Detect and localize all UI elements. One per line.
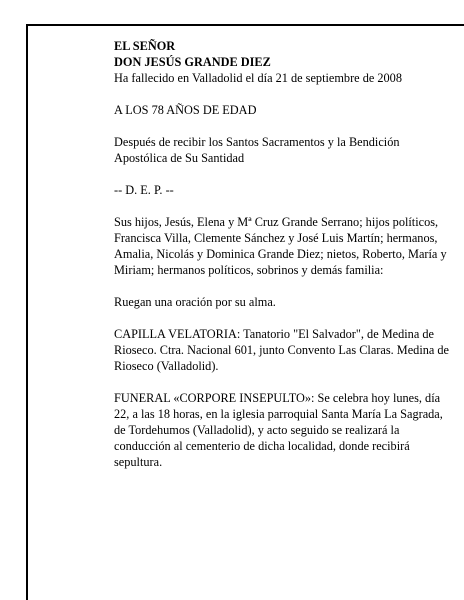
deceased-name: DON JESÚS GRANDE DIEZ: [114, 55, 271, 69]
age-text: A LOS 78 AÑOS DE EDAD: [114, 103, 257, 117]
funeral-text: FUNERAL «CORPORE INSEPULTO»: Se celebra hoy lunes, día 22, a las 18 horas, en la iglesia parroquial Santa María La Sagrada, de Tordehumos (Valladolid), y acto seguido se realizará la conducción al cementerio de dicha localidad, donde recibirá sepultura.: [114, 391, 443, 469]
rip-text: -- D. E. P. --: [114, 183, 174, 197]
family-text: Sus hijos, Jesús, Elena y Mª Cruz Grande Serrano; hijos políticos, Francisca Villa, Clemente Sánchez y José Luis Martín; hermanos, Amalia, Nicolás y Dominica Grande Diez; nietos, Roberto, María y Miriam; hermanos políticos, sobrinos y demás familia:: [114, 215, 447, 277]
sacraments-text: Después de recibir los Santos Sacramentos y la Bendición Apostólica de Su Santidad: [114, 135, 400, 165]
chapel-text: CAPILLA VELATORIA: Tanatorio "El Salvador", de Medina de Rioseco. Ctra. Nacional 601, junto Convento Las Claras. Medina de Rioseco (Valladolid).: [114, 327, 450, 373]
prayer-text: Ruegan una oración por su alma.: [114, 295, 276, 309]
notice-border-left: [26, 24, 28, 600]
death-info: Ha fallecido en Valladolid el día 21 de septiembre de 2008: [114, 71, 402, 85]
deceased-title: EL SEÑOR: [114, 39, 176, 53]
notice-border-top: [26, 24, 464, 26]
obituary-notice: [114, 38, 450, 470]
